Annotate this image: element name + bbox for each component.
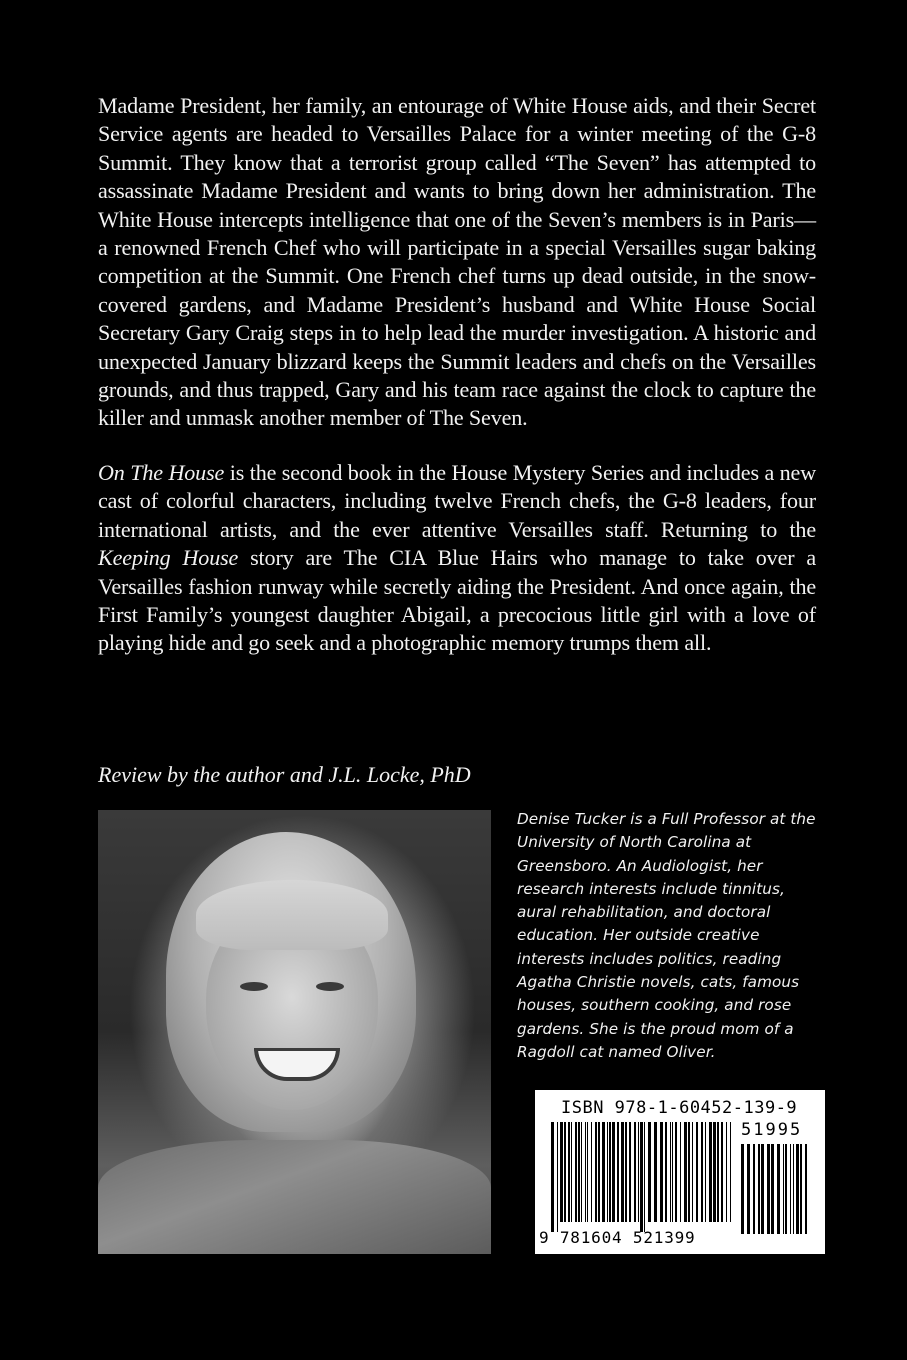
barcode-bar xyxy=(578,1122,580,1222)
barcode-bar xyxy=(648,1122,651,1222)
barcode-bar xyxy=(654,1122,657,1222)
barcode-bar xyxy=(796,1144,799,1234)
barcode-bar xyxy=(609,1122,611,1222)
barcode-bar xyxy=(696,1122,698,1222)
barcode-bar xyxy=(790,1144,791,1234)
barcode-bar xyxy=(591,1122,592,1222)
barcode-bar xyxy=(767,1144,770,1234)
barcode-bar xyxy=(717,1122,719,1222)
barcode-bar xyxy=(758,1144,760,1234)
barcode-bar xyxy=(568,1122,570,1222)
barcode-bar xyxy=(741,1144,744,1234)
barcode-bar xyxy=(783,1144,784,1234)
barcode-bar xyxy=(684,1122,687,1222)
barcode-bar xyxy=(551,1122,554,1232)
barcode-bar xyxy=(595,1122,597,1222)
barcode-bar xyxy=(670,1122,671,1222)
barcode-bar xyxy=(747,1144,750,1234)
previous-book-title-italic: Keeping House xyxy=(98,545,239,571)
barcode-bar xyxy=(805,1144,807,1234)
barcode-bar xyxy=(726,1122,727,1222)
barcode-bar xyxy=(701,1122,703,1222)
series-text-a: is the second book in the House Mystery Series and includes a new cast of colorful characters, including twelve French chefs, the G-8 leaders, four international artists, and the ever attentive Versailles staff. Returning to the xyxy=(98,459,816,542)
barcode-bar xyxy=(571,1122,572,1222)
author-photo-jacket xyxy=(98,1140,491,1254)
barcode-bar xyxy=(800,1144,802,1234)
barcode-bar xyxy=(761,1144,764,1234)
barcode-bar xyxy=(644,1122,645,1232)
barcode-bar xyxy=(560,1122,563,1222)
barcode-bar xyxy=(660,1122,663,1222)
barcode-bar xyxy=(777,1144,780,1234)
barcode-bar xyxy=(793,1144,794,1234)
barcode-bar xyxy=(564,1122,566,1222)
barcode-bar xyxy=(612,1122,615,1222)
barcode-bar xyxy=(680,1122,681,1222)
barcode-bar xyxy=(675,1122,677,1222)
series-text-c: story are The CIA Blue Hairs who manage to take over a Versailles fashion runway while secretly aiding the President. And once again, the First Family’s youngest daughter Abigail, a precocious little girl with a love of playing hide and go seek and a photographic memory trumps them all. xyxy=(98,545,816,656)
barcode-bar xyxy=(705,1122,706,1222)
barcode-bar xyxy=(785,1144,787,1234)
price-code: 51995 xyxy=(741,1120,803,1140)
barcode-bar xyxy=(640,1122,643,1232)
addon-bars xyxy=(741,1144,809,1244)
barcode-bar xyxy=(672,1122,673,1222)
author-photo xyxy=(98,810,491,1254)
author-photo-eye-left xyxy=(240,982,268,991)
review-credit: Review by the author and J.L. Locke, PhD xyxy=(98,762,471,787)
isbn-label: ISBN 978-1-60452-139-9 xyxy=(561,1098,798,1118)
barcode-bar xyxy=(557,1122,558,1232)
barcode-bar xyxy=(625,1122,627,1222)
barcode-bar xyxy=(629,1122,631,1222)
ean-bars xyxy=(551,1122,731,1232)
barcode-bar xyxy=(585,1122,586,1222)
barcode-bar xyxy=(587,1122,588,1222)
barcode-bar xyxy=(575,1122,577,1222)
isbn-barcode xyxy=(535,1090,825,1254)
barcode-bar xyxy=(771,1144,774,1234)
barcode-bar xyxy=(688,1122,690,1222)
author-photo-fringe xyxy=(196,880,388,950)
back-cover-blurb xyxy=(98,92,816,684)
author-bio: Denise Tucker is a Full Professor at the University of North Carolina at Greensboro. An Audiologist, her research interests include tinnitus, aural rehabilitation, and doctoral education. Her outside creative interests includes politics, reading Agatha Christie novels, cats, famous houses, southern cooking, and rose gardens. She is the proud mom of a Ragdoll cat named Oliver. xyxy=(517,810,816,1061)
author-photo-eye-right xyxy=(316,982,344,991)
book-title-italic: On The House xyxy=(98,459,225,485)
barcode-bar xyxy=(607,1122,608,1222)
barcode-bar xyxy=(665,1122,667,1222)
synopsis-paragraph: Madame President, her family, an entourage of White House aids, and their Secret Service agents are headed to Versailles Palace for a winter meeting of the G-8 Summit. They know that a terrorist group called “The Seven” has attempted to assassinate Madame President and wants to bring down her administration. The White House intercepts intelligence that one of the Seven’s members is in Paris—a renowned French Chef who will participate in a special Versailles sugar baking competition at the Summit. One French chef turns up dead outside, in the snow-covered gardens, and Madame President’s husband and White House Social Secretary Gary Craig steps in to help lead the murder investigation. A historic and unexpected January blizzard keeps the Summit leaders and chefs on the Versailles grounds, and thus trapped, Gary and his team race against the clock to capture the killer and unmask another member of The Seven. xyxy=(98,93,816,431)
barcode-bar xyxy=(634,1122,636,1222)
barcode-bar xyxy=(638,1122,639,1222)
barcode-bar xyxy=(602,1122,605,1222)
barcode-bar xyxy=(621,1122,624,1222)
barcode-bar xyxy=(692,1122,693,1222)
barcode-bar xyxy=(709,1122,712,1222)
barcode-bar xyxy=(598,1122,600,1222)
barcode-bar xyxy=(713,1122,716,1222)
barcode-bar xyxy=(730,1122,731,1222)
series-paragraph xyxy=(98,459,816,658)
barcode-bar xyxy=(617,1122,619,1222)
barcode-bar xyxy=(753,1144,755,1234)
barcode-bar xyxy=(721,1122,723,1222)
ean-digits: 9 781604 521399 xyxy=(539,1228,696,1247)
barcode-bar xyxy=(581,1122,582,1222)
